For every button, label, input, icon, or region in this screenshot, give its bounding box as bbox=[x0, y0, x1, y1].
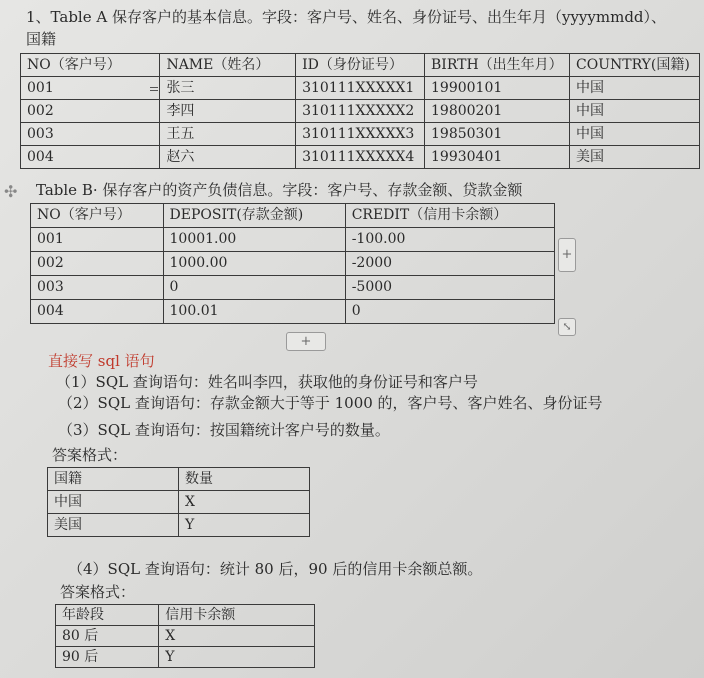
table-cell[interactable]: 310111XXXXX1 bbox=[296, 77, 425, 100]
table-cell[interactable]: 310111XXXXX2 bbox=[296, 100, 425, 123]
table-cell[interactable]: 001 bbox=[21, 77, 160, 100]
table-cell[interactable]: 0 bbox=[163, 276, 345, 300]
table-cell[interactable]: 100.01 bbox=[163, 300, 345, 324]
table-cell[interactable]: -100.00 bbox=[345, 228, 554, 252]
table-cell[interactable]: 80 后 bbox=[56, 626, 159, 647]
table-cell[interactable]: 赵六 bbox=[160, 146, 296, 169]
table-row bbox=[56, 626, 315, 647]
column-header[interactable]: DEPOSIT(存款金额) bbox=[163, 204, 345, 228]
intro-line-2: 国籍 bbox=[26, 30, 57, 48]
answer-table-3[interactable] bbox=[47, 467, 310, 537]
table-cell[interactable]: 003 bbox=[21, 123, 160, 146]
table-cell[interactable]: Y bbox=[179, 514, 310, 537]
table-resize-icon[interactable]: ⤡ bbox=[558, 318, 576, 336]
table-row bbox=[31, 300, 555, 324]
table-header-row bbox=[31, 204, 555, 228]
add-column-button[interactable]: + bbox=[558, 238, 576, 272]
table-row bbox=[21, 100, 700, 123]
table-cell[interactable]: 中国 bbox=[48, 491, 179, 514]
table-cell[interactable]: 19800201 bbox=[425, 100, 570, 123]
row-resize-icon[interactable] bbox=[150, 84, 158, 94]
column-header[interactable]: NO（客户号） bbox=[31, 204, 164, 228]
table-row bbox=[31, 276, 555, 300]
table-row bbox=[31, 228, 555, 252]
column-header[interactable]: NO（客户号） bbox=[21, 54, 160, 77]
table-cell[interactable]: 美国 bbox=[570, 146, 700, 169]
table-cell[interactable]: 19850301 bbox=[425, 123, 570, 146]
column-header[interactable]: COUNTRY(国籍) bbox=[570, 54, 700, 77]
table-header-row bbox=[48, 468, 310, 491]
table-cell[interactable]: X bbox=[159, 626, 315, 647]
answer-format-label-4: 答案格式： bbox=[60, 583, 136, 601]
table-cell[interactable]: 19900101 bbox=[425, 77, 570, 100]
column-header[interactable]: NAME（姓名） bbox=[160, 54, 296, 77]
table-cell[interactable]: 002 bbox=[31, 252, 164, 276]
table-cell[interactable]: 310111XXXXX4 bbox=[296, 146, 425, 169]
table-cell[interactable]: 002 bbox=[21, 100, 160, 123]
table-cell[interactable]: 李四 bbox=[160, 100, 296, 123]
table-row bbox=[56, 647, 315, 668]
table-cell[interactable]: 004 bbox=[21, 146, 160, 169]
table-row bbox=[48, 491, 310, 514]
table-cell[interactable]: 19930401 bbox=[425, 146, 570, 169]
table-cell[interactable]: 310111XXXXX3 bbox=[296, 123, 425, 146]
table-cell[interactable]: 001 bbox=[31, 228, 164, 252]
table-cell[interactable]: 美国 bbox=[48, 514, 179, 537]
table-header-row bbox=[56, 605, 315, 626]
table-cell[interactable]: 10001.00 bbox=[163, 228, 345, 252]
answer-format-label-3: 答案格式： bbox=[52, 446, 128, 464]
table-cell[interactable]: 中国 bbox=[570, 100, 700, 123]
table-header-row bbox=[21, 54, 700, 77]
table-cell[interactable]: 中国 bbox=[570, 77, 700, 100]
answer-table-4[interactable] bbox=[55, 604, 315, 668]
table-cell[interactable]: Y bbox=[159, 647, 315, 668]
table-cell[interactable]: 004 bbox=[31, 300, 164, 324]
table-cell[interactable]: 中国 bbox=[570, 123, 700, 146]
table-cell[interactable]: 王五 bbox=[160, 123, 296, 146]
table-cell[interactable]: 003 bbox=[31, 276, 164, 300]
column-header[interactable]: 信用卡余额 bbox=[159, 605, 315, 626]
column-header[interactable]: 年龄段 bbox=[56, 605, 159, 626]
table-cell[interactable]: 1000.00 bbox=[163, 252, 345, 276]
question-3: （3）SQL 查询语句：按国籍统计客户号的数量。 bbox=[58, 421, 390, 439]
table-row bbox=[48, 514, 310, 537]
intro-line-1: 1、Table A 保存客户的基本信息。字段：客户号、姓名、身份证号、出生年月（yyyymmdd）、 bbox=[26, 8, 667, 26]
column-header[interactable]: ID（身份证号） bbox=[296, 54, 425, 77]
table-cell[interactable]: -2000 bbox=[345, 252, 554, 276]
table-row bbox=[21, 123, 700, 146]
table-b[interactable] bbox=[30, 203, 555, 324]
question-4: （4）SQL 查询语句：统计 80 后，90 后的信用卡余额总额。 bbox=[68, 560, 483, 578]
table-cell[interactable]: 90 后 bbox=[56, 647, 159, 668]
table-row bbox=[31, 252, 555, 276]
table-b-caption: Table B· 保存客户的资产负债信息。字段：客户号、存款金额、贷款金额 bbox=[36, 181, 523, 199]
table-move-handle-icon[interactable]: ✣ bbox=[4, 182, 18, 201]
table-row bbox=[21, 146, 700, 169]
table-a[interactable] bbox=[20, 53, 700, 169]
column-header[interactable]: 数量 bbox=[179, 468, 310, 491]
column-header[interactable]: CREDIT（信用卡余额） bbox=[345, 204, 554, 228]
table-cell[interactable]: X bbox=[179, 491, 310, 514]
table-cell[interactable]: -5000 bbox=[345, 276, 554, 300]
sql-heading: 直接写 sql 语句 bbox=[48, 352, 155, 370]
question-2: （2）SQL 查询语句：存款金额大于等于 1000 的，客户号、客户姓名、身份证号 bbox=[58, 394, 603, 412]
column-header[interactable]: BIRTH（出生年月） bbox=[425, 54, 570, 77]
add-row-button[interactable]: + bbox=[286, 332, 326, 351]
question-1: （1）SQL 查询语句：姓名叫李四，获取他的身份证号和客户号 bbox=[56, 373, 478, 391]
table-row bbox=[21, 77, 700, 100]
column-header[interactable]: 国籍 bbox=[48, 468, 179, 491]
table-cell[interactable]: 0 bbox=[345, 300, 554, 324]
table-cell[interactable]: 张三 bbox=[160, 77, 296, 100]
